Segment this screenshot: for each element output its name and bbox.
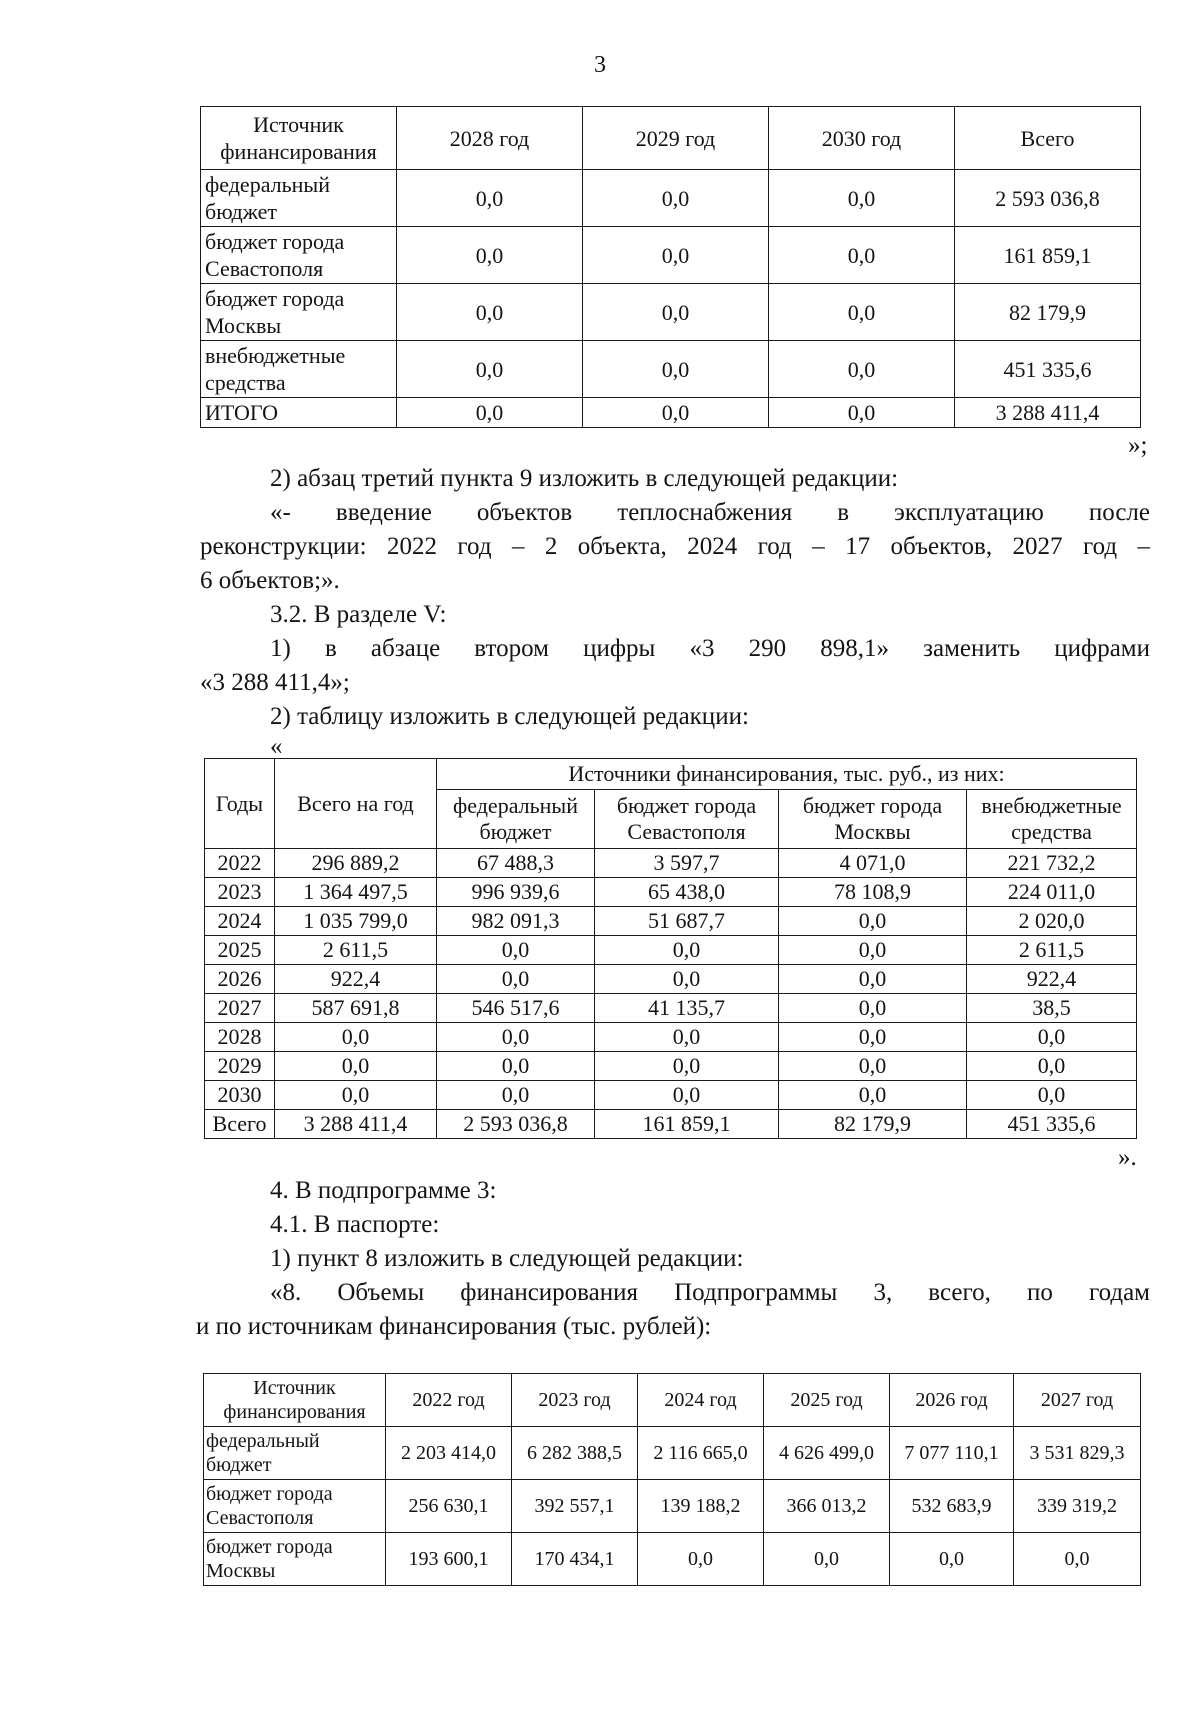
table-header-row [205,759,1137,790]
closing-quote: »; [1128,432,1148,459]
table-row [201,341,1141,398]
table-cell: 0,0 [397,227,583,284]
table-cell: 0,0 [397,284,583,341]
year-cell: 2027 [205,994,275,1023]
table-cell: 82 179,9 [779,1110,967,1139]
table-cell: 0,0 [764,1533,890,1586]
table-cell: 139 188,2 [638,1480,764,1533]
header-cell: 2023 год [512,1374,638,1427]
header-cell: 2029 год [583,107,769,170]
paragraph-line: и по источникам финансирования (тыс. рублей): [196,1313,712,1340]
table-cell: 161 859,1 [595,1110,779,1139]
table-cell: 224 011,0 [967,878,1137,907]
header-cell: 2025 год [764,1374,890,1427]
row-label: бюджет города Москвы [204,1533,386,1586]
table-cell: 0,0 [967,1023,1137,1052]
table-cell: 0,0 [397,170,583,227]
table-cell: 0,0 [595,965,779,994]
paragraph: 4.1. В паспорте: [270,1211,440,1238]
table-cell: 0,0 [583,284,769,341]
funding-by-year-table [204,758,1137,1139]
table-cell: 2 020,0 [967,907,1137,936]
table-row [201,227,1141,284]
header-cell: 2030 год [769,107,955,170]
table-cell: 193 600,1 [386,1533,512,1586]
table-cell: 0,0 [583,341,769,398]
table-row [205,1081,1137,1110]
table-cell: 0,0 [437,936,595,965]
table-cell: 2 203 414,0 [386,1427,512,1480]
table-cell: 0,0 [595,1052,779,1081]
table-cell: 451 335,6 [967,1110,1137,1139]
table-cell: 0,0 [397,398,583,428]
table-total-row [201,398,1141,428]
table-cell: 0,0 [779,936,967,965]
table-cell: 532 683,9 [890,1480,1014,1533]
year-cell: 2028 [205,1023,275,1052]
table-cell: 339 319,2 [1014,1480,1141,1533]
paragraph-line: «3 288 411,4»; [200,669,350,696]
table-cell: 982 091,3 [437,907,595,936]
table-cell: 0,0 [967,1081,1137,1110]
table-cell: 996 939,6 [437,878,595,907]
table-row [201,284,1141,341]
table-header-row [201,107,1141,170]
table-cell: 296 889,2 [275,849,437,878]
table-cell: 0,0 [769,227,955,284]
header-group-cell: Источники финансирования, тыс. руб., из них: [437,759,1137,790]
table-row [204,1480,1141,1533]
table-cell: 7 077 110,1 [890,1427,1014,1480]
table-cell: 0,0 [638,1533,764,1586]
table-cell: 922,4 [275,965,437,994]
table-cell: 366 013,2 [764,1480,890,1533]
header-cell: Всего на год [275,759,437,849]
table-cell: 256 630,1 [386,1480,512,1533]
header-cell: бюджет города Москвы [779,790,967,849]
table-cell: 0,0 [890,1533,1014,1586]
table-cell: 2 611,5 [275,936,437,965]
table-cell: 1 364 497,5 [275,878,437,907]
year-cell: 2024 [205,907,275,936]
table-cell: 451 335,6 [955,341,1141,398]
table-cell: 0,0 [595,936,779,965]
year-cell: 2026 [205,965,275,994]
table-cell: 0,0 [275,1052,437,1081]
year-cell: 2025 [205,936,275,965]
row-label: ИТОГО [201,398,397,428]
table-row [205,1023,1137,1052]
page-number: 3 [594,52,606,78]
table-cell: 0,0 [595,1023,779,1052]
table-cell: 0,0 [769,341,955,398]
year-cell: 2022 [205,849,275,878]
table-cell: 2 593 036,8 [955,170,1141,227]
table-cell: 3 531 829,3 [1014,1427,1141,1480]
header-cell: федеральный бюджет [437,790,595,849]
table-cell: 0,0 [583,170,769,227]
table-cell: 0,0 [583,227,769,284]
closing-quote: ». [1118,1144,1137,1171]
header-cell: Источник финансирования [204,1374,386,1427]
year-cell: 2023 [205,878,275,907]
table-cell: 0,0 [1014,1533,1141,1586]
header-cell: бюджет города Севастополя [595,790,779,849]
table-row [205,994,1137,1023]
paragraph: 3.2. В разделе V: [270,601,447,628]
table-cell: 1 035 799,0 [275,907,437,936]
table-row [205,1052,1137,1081]
row-label: бюджет города Москвы [201,284,397,341]
year-cell: 2030 [205,1081,275,1110]
table-cell: 3 288 411,4 [275,1110,437,1139]
table-total-row [205,1110,1137,1139]
table-cell: 6 282 388,5 [512,1427,638,1480]
paragraph-line: «8. Объемы финансирования Подпрограммы 3, всего, по годам [270,1279,1150,1306]
table-cell: 51 687,7 [595,907,779,936]
year-cell: Всего [205,1110,275,1139]
header-cell: Источник финансирования [201,107,397,170]
table-cell: 0,0 [967,1052,1137,1081]
table-cell: 221 732,2 [967,849,1137,878]
table-cell: 78 108,9 [779,878,967,907]
table-cell: 2 593 036,8 [437,1110,595,1139]
table-row [205,849,1137,878]
table-cell: 0,0 [769,398,955,428]
header-cell: внебюджетные средства [967,790,1137,849]
table-cell: 0,0 [769,170,955,227]
table-cell: 0,0 [437,1081,595,1110]
row-label: бюджет города Севастополя [201,227,397,284]
table-cell: 41 135,7 [595,994,779,1023]
table-cell: 0,0 [437,1023,595,1052]
table-cell: 392 557,1 [512,1480,638,1533]
table-cell: 4 071,0 [779,849,967,878]
header-cell: 2026 год [890,1374,1014,1427]
header-cell: 2022 год [386,1374,512,1427]
row-label: федеральный бюджет [204,1427,386,1480]
table-cell: 0,0 [779,907,967,936]
table-row [205,907,1137,936]
table-cell: 0,0 [779,965,967,994]
table-cell: 170 434,1 [512,1533,638,1586]
table-cell: 0,0 [779,1023,967,1052]
header-cell: 2027 год [1014,1374,1141,1427]
table-row [205,965,1137,994]
row-label: бюджет города Севастополя [204,1480,386,1533]
table-cell: 922,4 [967,965,1137,994]
table-cell: 0,0 [437,965,595,994]
table-cell: 67 488,3 [437,849,595,878]
row-label: внебюджетные средства [201,341,397,398]
header-cell: Всего [955,107,1141,170]
table-row [204,1533,1141,1586]
table-cell: 161 859,1 [955,227,1141,284]
table-header-row [204,1374,1141,1427]
table-cell: 587 691,8 [275,994,437,1023]
paragraph: 2) абзац третий пункта 9 изложить в следующей редакции: [270,465,899,492]
paragraph: 2) таблицу изложить в следующей редакции: [270,703,749,730]
row-label: федеральный бюджет [201,170,397,227]
header-cell: 2024 год [638,1374,764,1427]
year-cell: 2029 [205,1052,275,1081]
table-cell: 2 611,5 [967,936,1137,965]
open-quote: « [270,733,283,760]
paragraph-line: 6 объектов;». [200,567,340,594]
table-cell: 0,0 [779,994,967,1023]
table-row [204,1427,1141,1480]
table-cell: 0,0 [779,1081,967,1110]
table-cell: 0,0 [397,341,583,398]
table-cell: 0,0 [275,1081,437,1110]
table-cell: 65 438,0 [595,878,779,907]
paragraph: 4. В подпрограмме 3: [270,1177,497,1204]
header-cell: Годы [205,759,275,849]
table-cell: 82 179,9 [955,284,1141,341]
table-row [205,878,1137,907]
paragraph: 1) пункт 8 изложить в следующей редакции: [270,1245,744,1272]
table-cell: 546 517,6 [437,994,595,1023]
subprogram3-funding-table [203,1373,1141,1586]
table-cell: 3 597,7 [595,849,779,878]
header-cell: 2028 год [397,107,583,170]
table-cell: 0,0 [769,284,955,341]
funding-table-2028-2030 [200,106,1141,428]
table-cell: 0,0 [275,1023,437,1052]
table-cell: 3 288 411,4 [955,398,1141,428]
table-row [201,170,1141,227]
table-row [205,936,1137,965]
table-cell: 38,5 [967,994,1137,1023]
paragraph-line: реконструкции: 2022 год – 2 объекта, 2024 год – 17 объектов, 2027 год – [200,533,1150,560]
paragraph-line: «- введение объектов теплоснабжения в эксплуатацию после [270,499,1150,526]
table-cell: 0,0 [595,1081,779,1110]
table-cell: 2 116 665,0 [638,1427,764,1480]
paragraph-line: 1) в абзаце втором цифры «3 290 898,1» заменить цифрами [270,635,1150,662]
table-cell: 0,0 [583,398,769,428]
table-cell: 0,0 [779,1052,967,1081]
table-cell: 4 626 499,0 [764,1427,890,1480]
table-cell: 0,0 [437,1052,595,1081]
